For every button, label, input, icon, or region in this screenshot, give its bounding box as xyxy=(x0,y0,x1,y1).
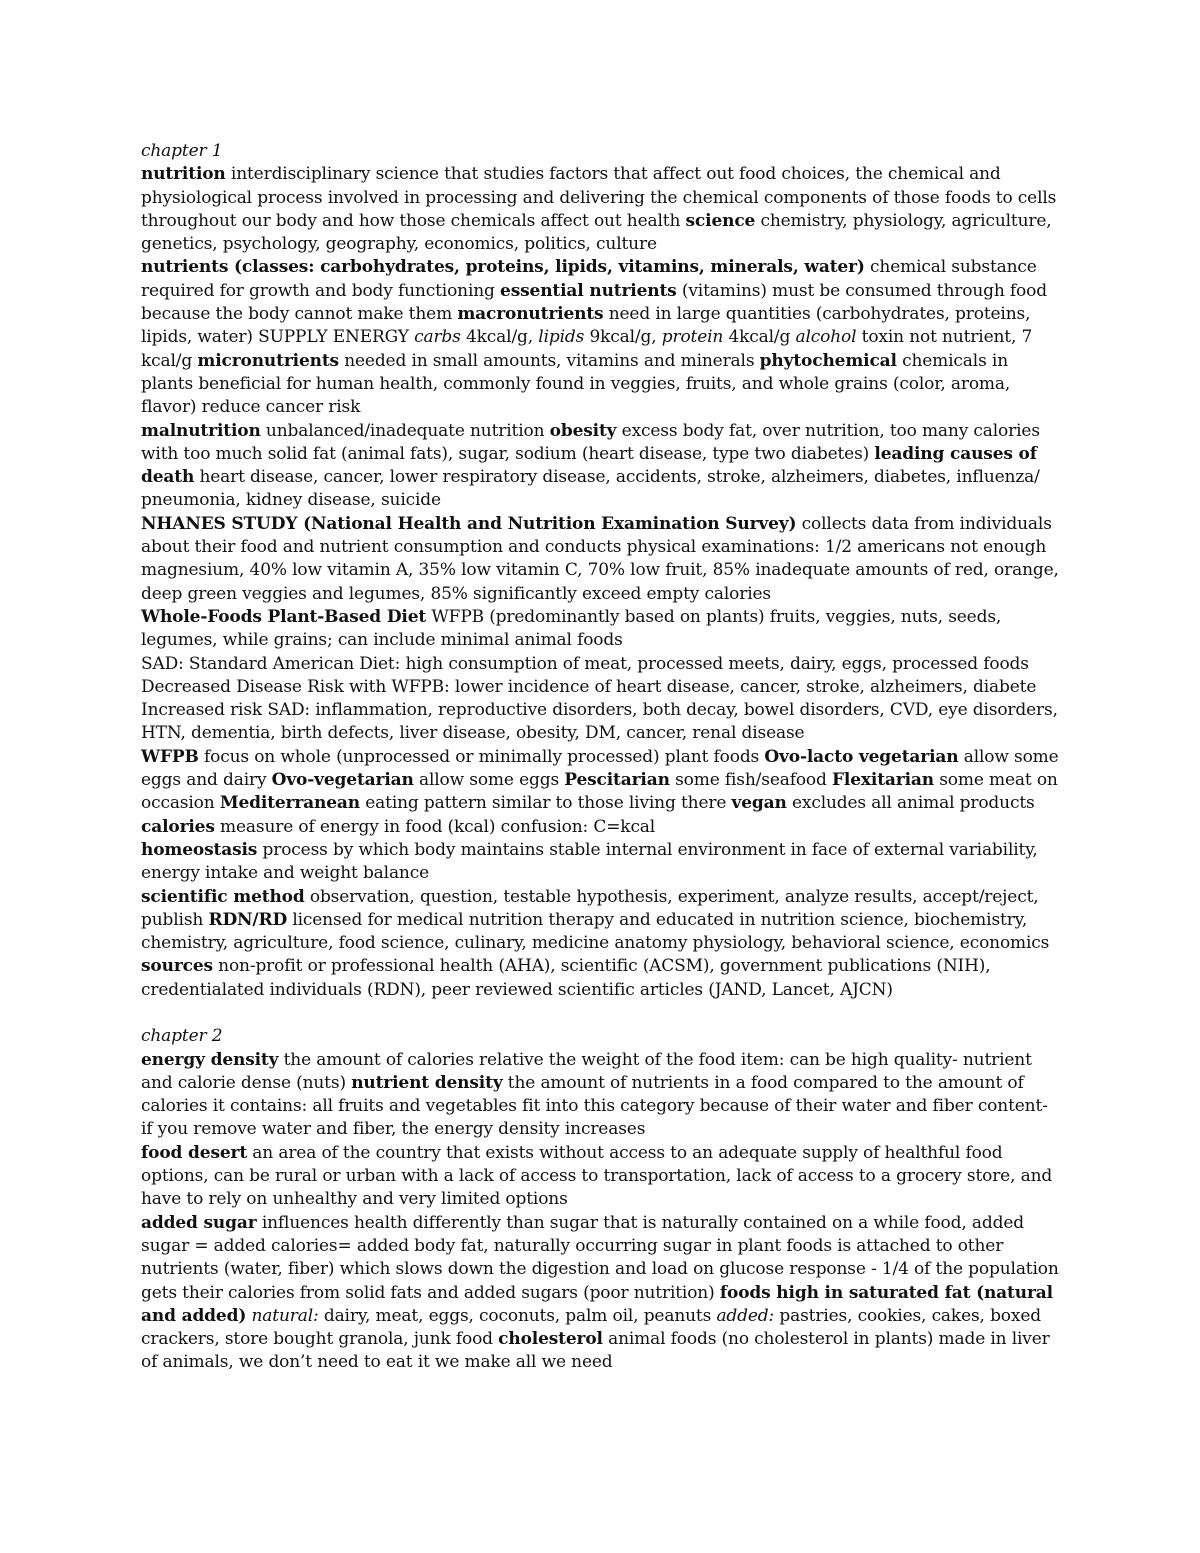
term-bold: NHANES STUDY (National Health and Nutrition Examination Survey) xyxy=(141,513,797,534)
term-bold: macronutrients xyxy=(457,304,604,325)
body-text: licensed for medical nutrition therapy and educated in nutrition science, biochemistry, chemistry, agriculture, food science, culinary, medicine anatomy physiology, behavioral science, economics xyxy=(141,909,1050,954)
body-text: chemical substance required for growth and body functioning xyxy=(141,257,1037,301)
body-text: interdisciplinary science that studies factors that affect out food choices, the chemical and physiological process involved in processing and delivering the chemical components of those foods to cells throughout our body and how those chemicals affect out health xyxy=(141,164,1057,231)
body-text: SAD: Standard American Diet: high consumption of meat, processed meets, dairy, eggs, processed foods xyxy=(141,653,1029,674)
term-bold: leading causes of death xyxy=(141,443,1037,488)
term-bold: Flexitarian xyxy=(832,770,934,791)
term-italic: added: xyxy=(716,1305,775,1326)
document-page xyxy=(141,140,1061,1375)
body-text: measure of energy in food (kcal) confusion: C=kcal xyxy=(214,816,656,837)
term-bold: nutrition xyxy=(141,164,226,185)
body-text: allow some eggs xyxy=(413,770,565,791)
paragraph xyxy=(141,653,1061,676)
term-bold: malnutrition xyxy=(141,420,261,441)
body-text: 4kcal/g, xyxy=(460,327,539,348)
body-text: heart disease, cancer, lower respiratory disease, accidents, stroke, alzheimers, diabetes, influenza/ pneumonia, kidney disease, suicide xyxy=(141,467,1040,511)
paragraph xyxy=(141,676,1061,699)
paragraph xyxy=(141,513,1061,606)
body-text: (vitamins) must be consumed through food because the body cannot make them xyxy=(141,280,1047,325)
body-text: influences health differently than sugar that is naturally contained on a while food, added sugar = added calories= added body fat, naturally occurring sugar in plant foods is attached to other nutrients (water, fiber) which slows down the digestion and load on glucose response - 1/4 of the population gets their calories from solid fats and added sugars (poor nutrition) xyxy=(141,1212,1059,1303)
body-text: focus on whole (unprocessed or minimally processed) plant foods xyxy=(198,746,765,767)
paragraph xyxy=(141,746,1061,816)
term-italic: lipids xyxy=(538,327,585,348)
term-bold: scientific method xyxy=(141,886,305,907)
term-bold: phytochemical xyxy=(759,350,897,371)
term-italic: natural: xyxy=(251,1305,319,1326)
term-bold: micronutrients xyxy=(197,350,339,371)
term-bold: calories xyxy=(141,816,215,837)
chapter-paragraphs xyxy=(141,163,1061,1002)
paragraph xyxy=(141,1212,1061,1375)
body-text: toxin not nutrient, 7 kcal/g xyxy=(141,327,1033,371)
term-bold: essential nutrients xyxy=(500,280,677,301)
body-text: observation, question, testable hypothesis, experiment, analyze results, accept/reject, publish xyxy=(141,886,1039,930)
term-bold: nutrient density xyxy=(351,1072,503,1093)
paragraph xyxy=(141,420,1061,513)
chapter-heading: chapter 1 xyxy=(141,141,223,161)
body-text: non-profit or professional health (AHA), scientific (ACSM), government publications (NIH), credentialated individuals (RDN), peer reviewed scientific articles (JAND, Lancet, AJCN) xyxy=(141,956,991,1000)
term-italic: carbs xyxy=(414,327,461,348)
term-italic: protein xyxy=(661,327,724,348)
body-text: an area of the country that exists without access to an adequate supply of healthful food options, can be rural or urban with a lack of access to transportation, lack of access to a grocery store, and have to rely on unhealthy and very limited options xyxy=(141,1142,1053,1210)
term-bold: RDN/RD xyxy=(208,909,288,930)
paragraph xyxy=(141,839,1061,886)
term-bold: energy density xyxy=(141,1049,279,1070)
paragraph xyxy=(141,606,1061,653)
body-text: 4kcal/g xyxy=(723,327,796,348)
body-text: Increased risk SAD: inflammation, reproductive disorders, both decay, bowel disorders, CVD, eye disorders, HTN, dementia, birth defects, liver disease, obesity, DM, cancer, renal disease xyxy=(141,700,1058,744)
body-text: some meat on occasion xyxy=(141,770,1058,814)
term-bold: food desert xyxy=(141,1142,248,1163)
body-text: pastries, cookies, cakes, boxed crackers, store bought granola, junk food xyxy=(141,1305,1041,1350)
term-bold: science xyxy=(685,210,756,231)
term-bold: Ovo-lacto vegetarian xyxy=(764,746,959,767)
term-italic: alcohol xyxy=(795,327,857,348)
paragraph xyxy=(141,256,1061,419)
body-text: needed in small amounts, vitamins and minerals xyxy=(338,350,760,371)
chapter-paragraphs xyxy=(141,1049,1061,1375)
body-text: collects data from individuals about their food and nutrient consumption and conducts physical examinations: 1/2 americans not enough magnesium, 40% low vitamin A, 35% low vitamin C, 70% low fruit, 85% inadequate amounts of red, orange, deep green veggies and legumes, 85% significantly exceed empty calories xyxy=(141,513,1059,604)
body-text: 9kcal/g, xyxy=(584,327,662,348)
term-bold: Mediterranean xyxy=(219,793,360,814)
body-text: excludes all animal products xyxy=(786,793,1035,814)
body-text: the amount of nutrients in a food compared to the amount of calories it contains: all fruits and vegetables fit into this category because of their water and fiber content- if you remove water and fiber, the energy density increases xyxy=(141,1072,1048,1140)
term-bold: cholesterol xyxy=(498,1329,603,1350)
paragraph xyxy=(141,1049,1061,1142)
chapter-2-section xyxy=(141,1025,1061,1374)
body-text: allow some eggs and dairy xyxy=(141,746,1059,791)
body-text: unbalanced/inadequate nutrition xyxy=(260,420,550,441)
body-text: some fish/seafood xyxy=(669,770,833,791)
section-gap xyxy=(141,1002,1061,1025)
term-bold: added sugar xyxy=(141,1212,257,1233)
term-bold: Ovo-vegetarian xyxy=(271,770,414,791)
term-bold: Whole-Foods Plant-Based Diet xyxy=(141,606,427,627)
term-bold: foods high in saturated fat (natural and added) xyxy=(141,1282,1053,1326)
body-text: dairy, meat, eggs, coconuts, palm oil, peanuts xyxy=(318,1305,717,1326)
body-text: process by which body maintains stable internal environment in face of external variability, energy intake and weight balance xyxy=(141,839,1038,884)
body-text: WFPB (predominantly based on plants) fruits, veggies, nuts, seeds, legumes, while grains; can include minimal animal foods xyxy=(141,606,1002,651)
body-text: chemistry, physiology, agriculture, genetics, psychology, geography, economics, politics, culture xyxy=(141,210,1052,255)
term-bold: homeostasis xyxy=(141,839,258,860)
body-text: excess body fat, over nutrition, too many calories with too much solid fat (animal fats), sugar, sodium (heart disease, type two diabetes) xyxy=(141,420,1040,464)
paragraph xyxy=(141,699,1061,746)
body-text: need in large quantities (carbohydrates, proteins, lipids, water) SUPPLY ENERGY xyxy=(141,304,1031,348)
body-text: the amount of calories relative the weight of the food item: can be high quality- nutrient and calorie dense (nuts) xyxy=(141,1049,1032,1093)
paragraph xyxy=(141,886,1061,1002)
paragraph xyxy=(141,816,1061,839)
term-bold: nutrients (classes: carbohydrates, proteins, lipids, vitamins, minerals, water) xyxy=(141,257,865,278)
paragraph xyxy=(141,163,1061,256)
term-bold: WFPB xyxy=(141,746,199,767)
body-text: chemicals in plants beneficial for human health, commonly found in veggies, fruits, and whole grains (color, aroma, flavor) reduce cancer risk xyxy=(141,350,1011,418)
term-bold: sources xyxy=(141,956,213,977)
body-text: eating pattern similar to those living there xyxy=(360,793,732,814)
term-bold: Pescitarian xyxy=(564,770,670,791)
body-text: animal foods (no cholesterol in plants) made in liver of animals, we don’t need to eat it we make all we need xyxy=(141,1329,1050,1373)
chapter-heading: chapter 2 xyxy=(141,1026,223,1047)
paragraph xyxy=(141,1142,1061,1212)
chapter-1-section xyxy=(141,140,1061,1002)
term-bold: vegan xyxy=(731,793,787,814)
body-text: Decreased Disease Risk with WFPB: lower incidence of heart disease, cancer, stroke, alzheimers, diabete xyxy=(141,676,1037,697)
term-bold: obesity xyxy=(549,420,617,441)
